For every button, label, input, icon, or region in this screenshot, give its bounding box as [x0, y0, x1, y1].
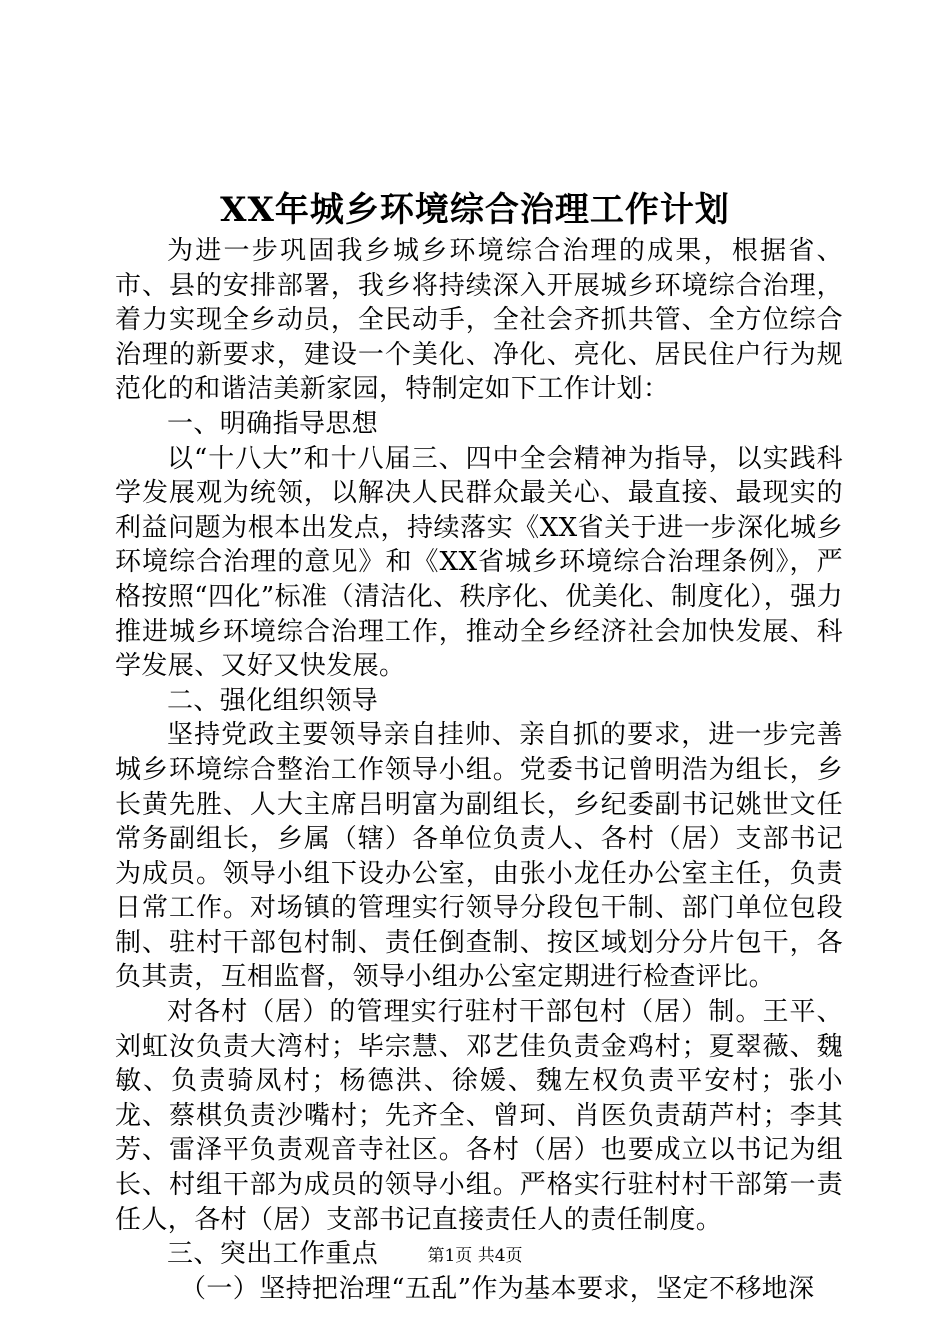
document-title: XX年城乡环境综合治理工作计划	[220, 190, 730, 230]
section-heading-3: 三、突出工作重点	[167, 1239, 379, 1270]
document-body	[115, 234, 843, 1306]
section-3-subitem-1: （一）坚持把治理“五乱”作为基本要求，坚定不移地深	[180, 1273, 815, 1304]
section-heading-1: 一、明确指导思想	[167, 408, 379, 439]
section-2-paragraph-1: 坚持党政主要领导亲自挂帅、亲自抓的要求，进一步完善城乡环境综合整治工作领导小组。党委书记曾明浩为组长，乡长黄先胜、人大主席吕明富为副组长，乡纪委副书记姚世文任常务副组长，乡属（辖）各单位负责人、各村（居）支部书记为成员。领导小组下设办公室，由张小龙任办公室主任，负责日常工作。对场镇的管理实行领导分段包干制、部门单位包段制、驻村干部包村制、责任倒查制、按区域划分分片包干，各负其责，互相监督，领导小组办公室定期进行检查评比。	[115, 720, 843, 993]
page-footer: 第1页 共4页	[427, 1246, 523, 1266]
section-2-paragraph-2: 对各村（居）的管理实行驻村干部包村（居）制。王平、刘虹汝负责大湾村；毕宗慧、邓艺佳负责金鸡村；夏翠薇、魏敏、负责骑凤村；杨德洪、徐媛、魏左权负责平安村；张小龙、蔡棋负责沙嘴村；先齐全、曾珂、肖医负责葫芦村；李其芳、雷泽平负责观音寺社区。各村（居）也要成立以书记为组长、村组干部为成员的领导小组。严格实行驻村村干部第一责任人，各村（居）支部书记直接责任人的责任制度。	[115, 997, 843, 1235]
intro-paragraph: 为进一步巩固我乡城乡环境综合治理的成果，根据省、市、县的安排部署，我乡将持续深入开展城乡环境综合治理，着力实现全乡动员，全民动手，全社会齐抓共管、全方位综合治理的新要求，建设一个美化、净化、亮化、居民住户行为规范化的和谐洁美新家园，特制定如下工作计划：	[115, 236, 843, 405]
section-1-paragraph: 以“十八大”和十八届三、四中全会精神为指导，以实践科学发展观为统领，以解决人民群众最关心、最直接、最现实的利益问题为根本出发点，持续落实《XX省关于进一步深化城乡环境综合治理的意见》和《XX省城乡环境综合治理条例》，严格按照“四化”标准（清洁化、秩序化、优美化、制度化），强力推进城乡环境综合治理工作，推动全乡经济社会加快发展、科学发展、又好又快发展。	[115, 443, 843, 682]
section-heading-2: 二、强化组织领导	[167, 685, 379, 716]
